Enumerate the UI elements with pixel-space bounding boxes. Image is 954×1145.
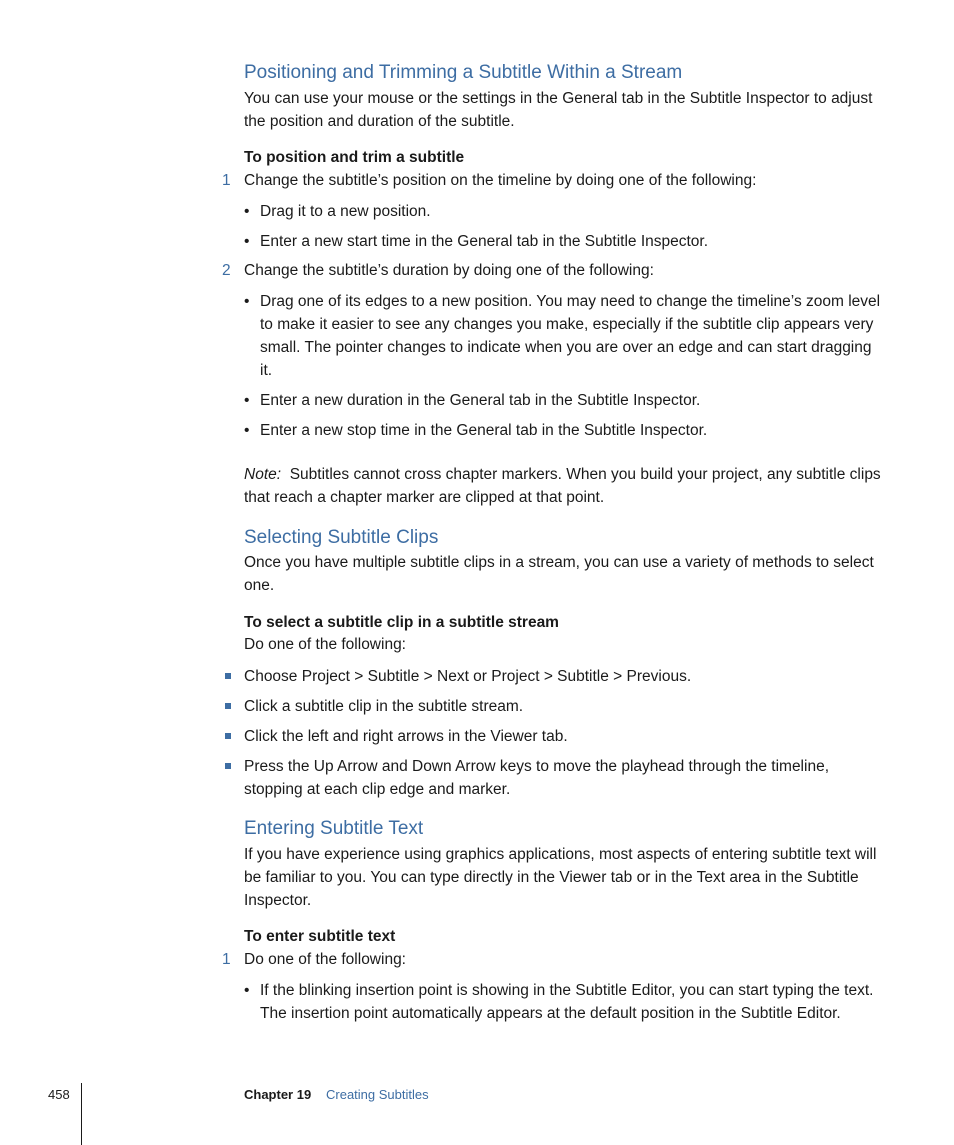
procedure-title-position-trim: To position and trim a subtitle <box>244 149 465 166</box>
step-text: Do one of the following: <box>244 951 406 968</box>
procedure-title-select-clip: To select a subtitle clip in a subtitle stream <box>244 614 559 631</box>
section-heading-selecting: Selecting Subtitle Clips <box>244 527 439 548</box>
procedure-title-enter-text: To enter subtitle text <box>244 928 396 945</box>
square-bullet-icon <box>225 763 231 769</box>
bullet-dot: • <box>244 392 250 409</box>
square-bullet-icon <box>225 673 231 679</box>
bullet-item: Drag it to a new position. <box>260 203 431 220</box>
bullet-dot: • <box>244 203 250 220</box>
step-number: 2 <box>222 262 231 279</box>
procedure-lead: Do one of the following: <box>244 636 406 653</box>
footer-chapter-title: Creating Subtitles <box>326 1087 429 1102</box>
list-item: Press the Up Arrow and Down Arrow keys to move the playhead through the timeline, stopping at each clip edge and marker. <box>244 758 829 798</box>
square-bullet-icon <box>225 703 231 709</box>
note-text: Subtitles cannot cross chapter markers. When you build your project, any subtitle clips that reach a chapter marker are clipped at that point. <box>244 466 881 506</box>
list-item: Choose Project > Subtitle > Next or Project > Subtitle > Previous. <box>244 668 692 685</box>
step-number: 1 <box>222 951 231 968</box>
bullet-item: Drag one of its edges to a new position. You may need to change the timeline’s zoom level to make it easier to see any changes you make, especially if the subtitle clip appears very small. The pointer changes to indicate when you are over an edge and can start dragging it. <box>260 293 881 379</box>
section-intro-entering: If you have experience using graphics applications, most aspects of entering subtitle text will be familiar to you. You can type directly in the Viewer tab or in the Text area in the Subtitle Inspector. <box>244 846 877 909</box>
step-text: Change the subtitle’s duration by doing one of the following: <box>244 262 654 279</box>
step-number: 1 <box>222 172 231 189</box>
footer-divider <box>81 1083 82 1145</box>
bullet-dot: • <box>244 422 250 439</box>
section-intro-selecting: Once you have multiple subtitle clips in a stream, you can use a variety of methods to select one. <box>244 554 874 594</box>
square-bullet-icon <box>225 733 231 739</box>
section-intro-positioning: You can use your mouse or the settings in the General tab in the Subtitle Inspector to adjust the position and duration of the subtitle. <box>244 90 873 130</box>
step-text: Change the subtitle’s position on the timeline by doing one of the following: <box>244 172 757 189</box>
list-item: Click the left and right arrows in the Viewer tab. <box>244 728 568 745</box>
page-number: 458 <box>48 1087 70 1102</box>
section-heading-entering: Entering Subtitle Text <box>244 818 424 839</box>
bullet-item: Enter a new duration in the General tab in the Subtitle Inspector. <box>260 392 701 409</box>
bullet-item: Enter a new stop time in the General tab in the Subtitle Inspector. <box>260 422 708 439</box>
bullet-dot: • <box>244 233 250 250</box>
note-label: Note: <box>244 466 282 483</box>
bullet-dot: • <box>244 293 250 310</box>
list-item: Click a subtitle clip in the subtitle stream. <box>244 698 524 715</box>
bullet-dot: • <box>244 982 250 999</box>
bullet-item: If the blinking insertion point is showing in the Subtitle Editor, you can start typing the text. The insertion point automatically appears at the default position in the Subtitle Editor. <box>260 982 874 1022</box>
bullet-item: Enter a new start time in the General tab in the Subtitle Inspector. <box>260 233 709 250</box>
footer-chapter-label: Chapter 19 <box>244 1087 312 1102</box>
section-heading-positioning: Positioning and Trimming a Subtitle Within a Stream <box>244 62 683 83</box>
note-paragraph <box>244 463 884 509</box>
